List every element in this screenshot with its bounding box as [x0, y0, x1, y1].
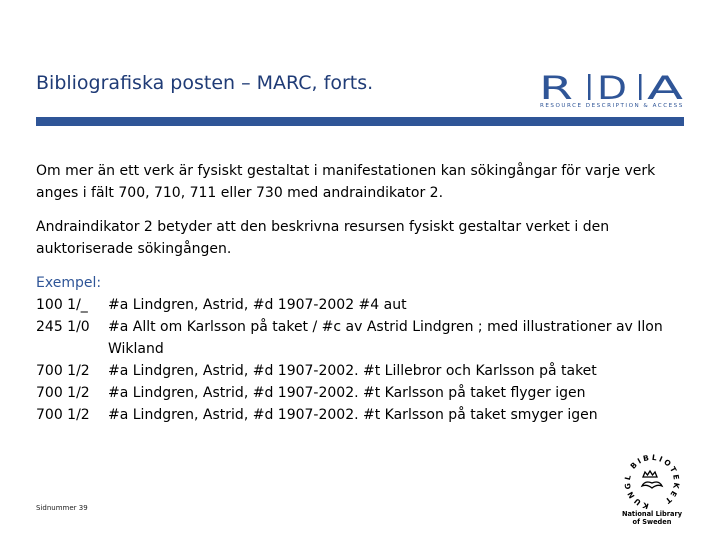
marc-content: #a Lindgren, Astrid, #d 1907-2002 #4 aut: [108, 297, 407, 313]
kb-name-line1: National Library: [621, 510, 683, 518]
paragraph-1: Om mer än ett verk är fysiskt gestaltat i manifestationen kan sökingångar för varje verk anges i fält 700, 710, 711 eller 730 med andraindikator 2.: [36, 163, 656, 201]
kb-name-line2: of Sweden: [632, 518, 672, 526]
example-row: [36, 294, 676, 316]
rda-logo: [537, 70, 685, 114]
rda-logo-letters: [537, 70, 685, 104]
marc-content: #a Lindgren, Astrid, #d 1907-2002. #t Karlsson på taket flyger igen: [108, 385, 586, 401]
example-row: [36, 360, 676, 382]
example-row: [36, 382, 676, 404]
rda-letter-a: A: [647, 70, 684, 104]
rda-separator-2: [639, 74, 642, 100]
marc-content: #a Lindgren, Astrid, #d 1907-2002. #t Lillebror och Karlsson på taket: [108, 363, 597, 379]
kb-logo: [612, 450, 692, 530]
rda-tagline: RESOURCE DESCRIPTION & ACCESS: [540, 103, 684, 109]
marc-content: #a Allt om Karlsson på taket / #c av Astrid Lindgren ; med illustrationer av Ilon Wikland: [108, 319, 663, 357]
header-bar: [36, 117, 684, 126]
kb-ring-text: KUNGL BIBLIOTEKET: [622, 452, 682, 511]
paragraph-2: Andraindikator 2 betyder att den beskrivna resursen fysiskt gestaltar verket i den auktoriserade sökingången.: [36, 219, 610, 257]
marc-content: #a Lindgren, Astrid, #d 1907-2002. #t Karlsson på taket smyger igen: [108, 407, 598, 423]
rda-letter-r: R: [539, 70, 573, 104]
slide-body: [36, 160, 676, 426]
kb-emblem: [612, 450, 692, 512]
example-row: [36, 316, 676, 360]
marc-tag: 245 1/0: [36, 319, 90, 335]
rda-letter-d: D: [597, 70, 627, 104]
marc-tag: 700 1/2: [36, 407, 90, 423]
marc-tag: 700 1/2: [36, 363, 90, 379]
marc-tag: 100 1/_: [36, 297, 88, 313]
rda-separator-1: [588, 74, 591, 100]
marc-tag: 700 1/2: [36, 385, 90, 401]
crowns-icon: [642, 471, 662, 488]
slide-title: Bibliografiska posten – MARC, forts.: [36, 72, 374, 94]
example-label: Exempel:: [36, 275, 102, 291]
page-number: Sidnummer 39: [36, 504, 88, 512]
example-row: [36, 404, 676, 426]
